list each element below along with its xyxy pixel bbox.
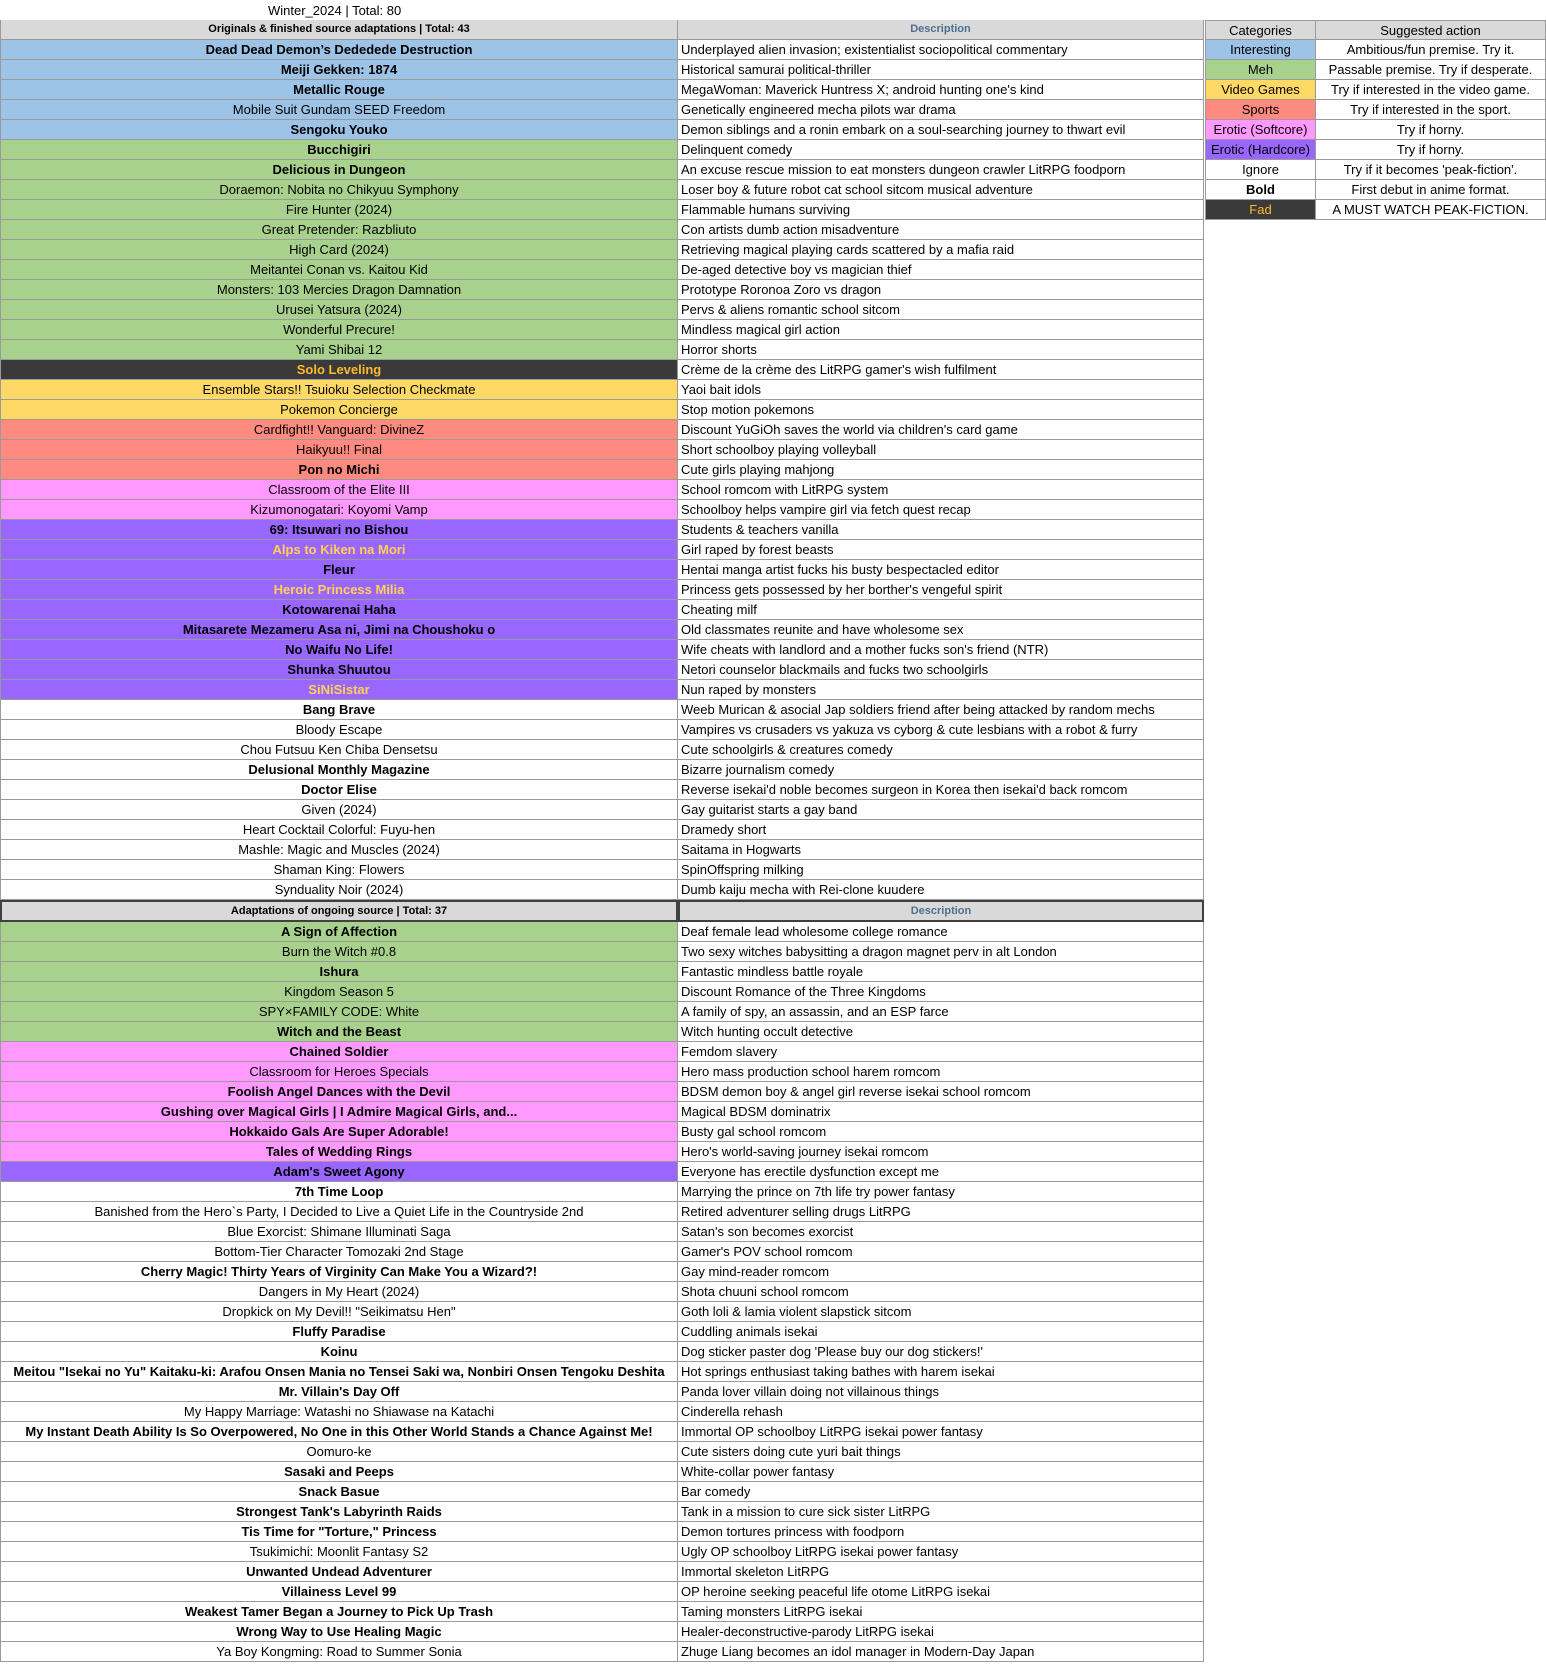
- title-cell[interactable]: Sengoku Youko: [0, 120, 678, 140]
- legend-row: [1205, 120, 1546, 140]
- table-row: [0, 740, 1205, 760]
- title-cell[interactable]: SiNiSistar: [0, 680, 678, 700]
- description-cell[interactable]: Immortal skeleton LitRPG: [678, 1562, 1204, 1582]
- description-cell[interactable]: Panda lover villain doing not villainous things: [678, 1382, 1204, 1402]
- table-row: [0, 660, 1205, 680]
- legend-action-cell[interactable]: Try if interested in the video game.: [1316, 80, 1546, 100]
- legend-header-action[interactable]: Suggested action: [1316, 20, 1546, 40]
- description-cell[interactable]: De-aged detective boy vs magician thief: [678, 260, 1204, 280]
- title-cell[interactable]: No Waifu No Life!: [0, 640, 678, 660]
- table-row: [0, 982, 1205, 1002]
- description-cell[interactable]: Students & teachers vanilla: [678, 520, 1204, 540]
- section1-header: [0, 20, 1205, 40]
- title-cell[interactable]: Wrong Way to Use Healing Magic: [0, 1622, 678, 1642]
- description-cell[interactable]: Demon siblings and a ronin embark on a soul-searching journey to thwart evil: [678, 120, 1204, 140]
- table-row: [0, 880, 1205, 900]
- title-cell[interactable]: Mitasarete Mezameru Asa ni, Jimi na Choushoku o: [0, 620, 678, 640]
- table-row: [0, 600, 1205, 620]
- table-row: [0, 420, 1205, 440]
- description-cell[interactable]: Mindless magical girl action: [678, 320, 1204, 340]
- table-row: [0, 40, 1205, 60]
- table-row: [0, 800, 1205, 820]
- table-row: [0, 700, 1205, 720]
- description-cell[interactable]: Saitama in Hogwarts: [678, 840, 1204, 860]
- title-cell[interactable]: Monsters: 103 Mercies Dragon Damnation: [0, 280, 678, 300]
- legend-category-cell[interactable]: Erotic (Softcore): [1205, 120, 1316, 140]
- description-cell[interactable]: Prototype Roronoa Zoro vs dragon: [678, 280, 1204, 300]
- description-cell[interactable]: Dramedy short: [678, 820, 1204, 840]
- table-row: [0, 1142, 1205, 1162]
- title-cell[interactable]: Villainess Level 99: [0, 1582, 678, 1602]
- title-cell[interactable]: Weakest Tamer Began a Journey to Pick Up Trash: [0, 1602, 678, 1622]
- title-cell[interactable]: Ishura: [0, 962, 678, 982]
- title-cell[interactable]: Bang Brave: [0, 700, 678, 720]
- description-cell[interactable]: Stop motion pokemons: [678, 400, 1204, 420]
- description-cell[interactable]: Horror shorts: [678, 340, 1204, 360]
- description-cell[interactable]: Hero mass production school harem romcom: [678, 1062, 1204, 1082]
- table-row: [0, 1422, 1205, 1442]
- table-row: [0, 120, 1205, 140]
- title-cell[interactable]: Meitou "Isekai no Yu" Kaitaku-ki: Arafou Onsen Mania no Tensei Saki wa, Nonbiri Onsen Tengoku Deshita: [0, 1362, 678, 1382]
- title-cell[interactable]: Classroom of the Elite III: [0, 480, 678, 500]
- description-cell[interactable]: Hot springs enthusiast taking bathes with harem isekai: [678, 1362, 1204, 1382]
- title-cell[interactable]: Banished from the Hero`s Party, I Decided to Live a Quiet Life in the Countryside 2nd: [0, 1202, 678, 1222]
- title-cell[interactable]: A Sign of Affection: [0, 922, 678, 942]
- title-cell[interactable]: Blue Exorcist: Shimane Illuminati Saga: [0, 1222, 678, 1242]
- description-cell[interactable]: Nun raped by monsters: [678, 680, 1204, 700]
- table-row: [0, 1062, 1205, 1082]
- section1-header-title[interactable]: Originals & finished source adaptations | Total: 43: [0, 20, 678, 40]
- description-cell[interactable]: Loser boy & future robot cat school sitcom musical adventure: [678, 180, 1204, 200]
- title-cell[interactable]: Bucchigiri: [0, 140, 678, 160]
- description-cell[interactable]: Schoolboy helps vampire girl via fetch quest recap: [678, 500, 1204, 520]
- description-cell[interactable]: BDSM demon boy & angel girl reverse isekai school romcom: [678, 1082, 1204, 1102]
- title-cell[interactable]: Urusei Yatsura (2024): [0, 300, 678, 320]
- description-cell[interactable]: Flammable humans surviving: [678, 200, 1204, 220]
- table-row: [0, 1542, 1205, 1562]
- table-row: [0, 260, 1205, 280]
- legend-row: [1205, 40, 1546, 60]
- table-row: [0, 760, 1205, 780]
- table-row: [0, 1382, 1205, 1402]
- description-cell[interactable]: Ugly OP schoolboy LitRPG isekai power fantasy: [678, 1542, 1204, 1562]
- title-cell[interactable]: Solo Leveling: [0, 360, 678, 380]
- description-cell[interactable]: Gay mind-reader romcom: [678, 1262, 1204, 1282]
- table-row: [0, 1022, 1205, 1042]
- legend-row: [1205, 100, 1546, 120]
- title-cell[interactable]: Delusional Monthly Magazine: [0, 760, 678, 780]
- legend-category-cell[interactable]: Fad: [1205, 200, 1316, 220]
- description-cell[interactable]: Yaoi bait idols: [678, 380, 1204, 400]
- description-cell[interactable]: Bar comedy: [678, 1482, 1204, 1502]
- table-row: [0, 460, 1205, 480]
- table-row: [0, 780, 1205, 800]
- sheet-title: Winter_2024 | Total: 80: [268, 3, 402, 18]
- table-row: [0, 640, 1205, 660]
- legend-action-cell[interactable]: First debut in anime format.: [1316, 180, 1546, 200]
- table-row: [0, 220, 1205, 240]
- title-cell[interactable]: Foolish Angel Dances with the Devil: [0, 1082, 678, 1102]
- title-cell[interactable]: Metallic Rouge: [0, 80, 678, 100]
- title-cell[interactable]: Wonderful Precure!: [0, 320, 678, 340]
- legend-action-cell[interactable]: Try if horny.: [1316, 140, 1546, 160]
- title-cell[interactable]: Adam's Sweet Agony: [0, 1162, 678, 1182]
- description-cell[interactable]: Retired adventurer selling drugs LitRPG: [678, 1202, 1204, 1222]
- title-cell[interactable]: Dead Dead Demon’s Dededede Destruction: [0, 40, 678, 60]
- legend-category-cell[interactable]: Bold: [1205, 180, 1316, 200]
- table-row: [0, 1402, 1205, 1422]
- table-row: [0, 360, 1205, 380]
- title-cell[interactable]: Pokemon Concierge: [0, 400, 678, 420]
- title-cell[interactable]: Classroom for Heroes Specials: [0, 1062, 678, 1082]
- table-row: [0, 942, 1205, 962]
- title-cell[interactable]: Fleur: [0, 560, 678, 580]
- title-cell[interactable]: Meitantei Conan vs. Kaitou Kid: [0, 260, 678, 280]
- table-row: [0, 1102, 1205, 1122]
- title-cell[interactable]: Pon no Michi: [0, 460, 678, 480]
- description-cell[interactable]: Femdom slavery: [678, 1042, 1204, 1062]
- table-row: [0, 100, 1205, 120]
- description-cell[interactable]: Demon tortures princess with foodporn: [678, 1522, 1204, 1542]
- description-cell[interactable]: Cheating milf: [678, 600, 1204, 620]
- table-row: [0, 80, 1205, 100]
- description-cell[interactable]: Gamer's POV school romcom: [678, 1242, 1204, 1262]
- title-cell[interactable]: Shunka Shuutou: [0, 660, 678, 680]
- title-cell[interactable]: Meiji Gekken: 1874: [0, 60, 678, 80]
- section2-header-desc[interactable]: Description: [678, 900, 1204, 922]
- table-row: [0, 1502, 1205, 1522]
- title-cell[interactable]: Kotowarenai Haha: [0, 600, 678, 620]
- title-cell[interactable]: Bottom-Tier Character Tomozaki 2nd Stage: [0, 1242, 678, 1262]
- table-row: [0, 160, 1205, 180]
- description-cell[interactable]: School romcom with LitRPG system: [678, 480, 1204, 500]
- title-cell[interactable]: Strongest Tank's Labyrinth Raids: [0, 1502, 678, 1522]
- table-row: [0, 922, 1205, 942]
- table-row: [0, 1302, 1205, 1322]
- title-cell[interactable]: Chained Soldier: [0, 1042, 678, 1062]
- section2-header: [0, 900, 1205, 922]
- description-cell[interactable]: Short schoolboy playing volleyball: [678, 440, 1204, 460]
- legend-action-cell[interactable]: Ambitious/fun premise. Try it.: [1316, 40, 1546, 60]
- description-cell[interactable]: Taming monsters LitRPG isekai: [678, 1602, 1204, 1622]
- table-row: [0, 1122, 1205, 1142]
- table-row: [0, 1362, 1205, 1382]
- description-cell[interactable]: Old classmates reunite and have wholesome sex: [678, 620, 1204, 640]
- description-cell[interactable]: Vampires vs crusaders vs yakuza vs cyborg & cute lesbians with a robot & furry: [678, 720, 1204, 740]
- legend-category-cell[interactable]: Sports: [1205, 100, 1316, 120]
- description-cell[interactable]: Reverse isekai'd noble becomes surgeon in Korea then isekai'd back romcom: [678, 780, 1204, 800]
- title-cell[interactable]: Yami Shibai 12: [0, 340, 678, 360]
- legend-category-cell[interactable]: Ignore: [1205, 160, 1316, 180]
- description-cell[interactable]: Historical samurai political-thriller: [678, 60, 1204, 80]
- description-cell[interactable]: Wife cheats with landlord and a mother fucks son's friend (NTR): [678, 640, 1204, 660]
- description-cell[interactable]: A family of spy, an assassin, and an ESP farce: [678, 1002, 1204, 1022]
- table-row: [0, 680, 1205, 700]
- table-row: [0, 400, 1205, 420]
- description-cell[interactable]: OP heroine seeking peaceful life otome LitRPG isekai: [678, 1582, 1204, 1602]
- description-cell[interactable]: White-collar power fantasy: [678, 1462, 1204, 1482]
- title-cell[interactable]: High Card (2024): [0, 240, 678, 260]
- title-cell[interactable]: Mr. Villain's Day Off: [0, 1382, 678, 1402]
- description-cell[interactable]: Cinderella rehash: [678, 1402, 1204, 1422]
- description-cell[interactable]: SpinOffspring milking: [678, 860, 1204, 880]
- section2-rows: [0, 922, 1205, 1662]
- description-cell[interactable]: Fantastic mindless battle royale: [678, 962, 1204, 982]
- table-row: [0, 140, 1205, 160]
- table-row: [0, 1582, 1205, 1602]
- legend-row: [1205, 60, 1546, 80]
- description-cell[interactable]: Zhuge Liang becomes an idol manager in Modern-Day Japan: [678, 1642, 1204, 1662]
- description-cell[interactable]: Retrieving magical playing cards scattered by a mafia raid: [678, 240, 1204, 260]
- legend-header: [1205, 20, 1546, 40]
- table-row: [0, 1462, 1205, 1482]
- description-cell[interactable]: Crème de la crème des LitRPG gamer's wish fulfilment: [678, 360, 1204, 380]
- table-row: [0, 1282, 1205, 1302]
- description-cell[interactable]: Deaf female lead wholesome college romance: [678, 922, 1204, 942]
- title-cell[interactable]: Dropkick on My Devil!! "Seikimatsu Hen": [0, 1302, 678, 1322]
- legend-category-cell[interactable]: Video Games: [1205, 80, 1316, 100]
- description-cell[interactable]: Dumb kaiju mecha with Rei-clone kuudere: [678, 880, 1204, 900]
- title-cell[interactable]: Fluffy Paradise: [0, 1322, 678, 1342]
- description-cell[interactable]: Immortal OP schoolboy LitRPG isekai power fantasy: [678, 1422, 1204, 1442]
- description-cell[interactable]: Pervs & aliens romantic school sitcom: [678, 300, 1204, 320]
- description-cell[interactable]: Cute girls playing mahjong: [678, 460, 1204, 480]
- description-cell[interactable]: Healer-deconstructive-parody LitRPG isekai: [678, 1622, 1204, 1642]
- legend-category-cell[interactable]: Erotic (Hardcore): [1205, 140, 1316, 160]
- legend-category-cell[interactable]: Meh: [1205, 60, 1316, 80]
- table-row: [0, 1082, 1205, 1102]
- description-cell[interactable]: Hero's world-saving journey isekai romcom: [678, 1142, 1204, 1162]
- title-cell[interactable]: Tales of Wedding Rings: [0, 1142, 678, 1162]
- table-row: [0, 860, 1205, 880]
- description-cell[interactable]: Cute sisters doing cute yuri bait things: [678, 1442, 1204, 1462]
- description-cell[interactable]: Princess gets possessed by her borther's vengeful spirit: [678, 580, 1204, 600]
- table-row: [0, 1522, 1205, 1542]
- title-cell[interactable]: Witch and the Beast: [0, 1022, 678, 1042]
- title-cell[interactable]: Great Pretender: Razbliuto: [0, 220, 678, 240]
- description-cell[interactable]: Cuddling animals isekai: [678, 1322, 1204, 1342]
- title-cell[interactable]: Bloody Escape: [0, 720, 678, 740]
- description-cell[interactable]: Hentai manga artist fucks his busty bespectacled editor: [678, 560, 1204, 580]
- description-cell[interactable]: Busty gal school romcom: [678, 1122, 1204, 1142]
- title-cell[interactable]: Tsukimichi: Moonlit Fantasy S2: [0, 1542, 678, 1562]
- description-cell[interactable]: Con artists dumb action misadventure: [678, 220, 1204, 240]
- title-cell[interactable]: My Happy Marriage: Watashi no Shiawase na Katachi: [0, 1402, 678, 1422]
- table-row: [0, 1002, 1205, 1022]
- legend-rows: [1205, 40, 1546, 220]
- title-cell[interactable]: Heart Cocktail Colorful: Fuyu-hen: [0, 820, 678, 840]
- title-cell[interactable]: Shaman King: Flowers: [0, 860, 678, 880]
- table-row: [0, 60, 1205, 80]
- table-row: [0, 480, 1205, 500]
- description-cell[interactable]: Girl raped by forest beasts: [678, 540, 1204, 560]
- table-row: [0, 500, 1205, 520]
- table-row: [0, 1202, 1205, 1222]
- title-cell[interactable]: Cherry Magic! Thirty Years of Virginity Can Make You a Wizard?!: [0, 1262, 678, 1282]
- legend-action-cell[interactable]: Try if horny.: [1316, 120, 1546, 140]
- table-row: [0, 440, 1205, 460]
- table-row: [0, 1642, 1205, 1662]
- table-row: [0, 1262, 1205, 1282]
- table-row: [0, 320, 1205, 340]
- legend-action-cell[interactable]: A MUST WATCH PEAK-FICTION.: [1316, 200, 1546, 220]
- title-cell[interactable]: Alps to Kiken na Mori: [0, 540, 678, 560]
- description-cell[interactable]: Weeb Murican & asocial Jap soldiers friend after being attacked by random mechs: [678, 700, 1204, 720]
- legend-header-categories[interactable]: Categories: [1205, 20, 1316, 40]
- description-cell[interactable]: Dog sticker paster dog 'Please buy our dog stickers!': [678, 1342, 1204, 1362]
- title-cell[interactable]: Doraemon: Nobita no Chikyuu Symphony: [0, 180, 678, 200]
- title-cell[interactable]: My Instant Death Ability Is So Overpowered, No One in this Other World Stands a Chance Against Me!: [0, 1422, 678, 1442]
- description-cell[interactable]: MegaWoman: Maverick Huntress X; android hunting one's kind: [678, 80, 1204, 100]
- legend-category-cell[interactable]: Interesting: [1205, 40, 1316, 60]
- title-cell[interactable]: Given (2024): [0, 800, 678, 820]
- table-row: [0, 1322, 1205, 1342]
- title-cell[interactable]: Gushing over Magical Girls | I Admire Magical Girls, and...: [0, 1102, 678, 1122]
- table-row: [0, 1562, 1205, 1582]
- legend-row: [1205, 160, 1546, 180]
- legend-action-cell[interactable]: Try if it becomes 'peak-fiction'.: [1316, 160, 1546, 180]
- table-row: [0, 540, 1205, 560]
- table-row: [0, 1042, 1205, 1062]
- description-cell[interactable]: Bizarre journalism comedy: [678, 760, 1204, 780]
- table-row: [0, 340, 1205, 360]
- table-row: [0, 820, 1205, 840]
- title-cell[interactable]: Koinu: [0, 1342, 678, 1362]
- description-cell[interactable]: Magical BDSM dominatrix: [678, 1102, 1204, 1122]
- title-cell[interactable]: Hokkaido Gals Are Super Adorable!: [0, 1122, 678, 1142]
- table-row: [0, 1442, 1205, 1462]
- title-cell[interactable]: Ensemble Stars!! Tsuioku Selection Checkmate: [0, 380, 678, 400]
- description-cell[interactable]: Marrying the prince on 7th life try power fantasy: [678, 1182, 1204, 1202]
- title-cell[interactable]: Burn the Witch #0.8: [0, 942, 678, 962]
- section2-header-title[interactable]: Adaptations of ongoing source | Total: 37: [0, 900, 678, 922]
- description-cell[interactable]: Cute schoolgirls & creatures comedy: [678, 740, 1204, 760]
- legend-row: [1205, 140, 1546, 160]
- title-cell[interactable]: Fire Hunter (2024): [0, 200, 678, 220]
- description-cell[interactable]: Satan's son becomes exorcist: [678, 1222, 1204, 1242]
- title-cell[interactable]: Synduality Noir (2024): [0, 880, 678, 900]
- title-cell[interactable]: 69: Itsuwari no Bishou: [0, 520, 678, 540]
- description-cell[interactable]: Goth loli & lamia violent slapstick sitcom: [678, 1302, 1204, 1322]
- title-cell[interactable]: Ya Boy Kongming: Road to Summer Sonia: [0, 1642, 678, 1662]
- title-cell[interactable]: Delicious in Dungeon: [0, 160, 678, 180]
- table-row: [0, 1222, 1205, 1242]
- table-row: [0, 1602, 1205, 1622]
- legend-row: [1205, 80, 1546, 100]
- title-cell[interactable]: Cardfight!! Vanguard: DivineZ: [0, 420, 678, 440]
- table-row: [0, 280, 1205, 300]
- title-cell[interactable]: Haikyuu!! Final: [0, 440, 678, 460]
- legend-action-cell[interactable]: Passable premise. Try if desperate.: [1316, 60, 1546, 80]
- title-cell[interactable]: SPY×FAMILY CODE: White: [0, 1002, 678, 1022]
- table-row: [0, 840, 1205, 860]
- title-cell[interactable]: Tis Time for "Torture," Princess: [0, 1522, 678, 1542]
- description-cell[interactable]: Gay guitarist starts a gay band: [678, 800, 1204, 820]
- table-row: [0, 1242, 1205, 1262]
- title-cell[interactable]: Kingdom Season 5: [0, 982, 678, 1002]
- table-row: [0, 240, 1205, 260]
- table-row: [0, 1482, 1205, 1502]
- table-row: [0, 1342, 1205, 1362]
- legend-action-cell[interactable]: Try if interested in the sport.: [1316, 100, 1546, 120]
- title-cell[interactable]: Heroic Princess Milia: [0, 580, 678, 600]
- table-row: [0, 580, 1205, 600]
- title-cell[interactable]: Snack Basue: [0, 1482, 678, 1502]
- table-row: [0, 560, 1205, 580]
- table-row: [0, 180, 1205, 200]
- description-cell[interactable]: Tank in a mission to cure sick sister LitRPG: [678, 1502, 1204, 1522]
- title-cell[interactable]: Kizumonogatari: Koyomi Vamp: [0, 500, 678, 520]
- main-table: [0, 20, 1205, 1662]
- description-cell[interactable]: Everyone has erectile dysfunction except me: [678, 1162, 1204, 1182]
- table-row: [0, 962, 1205, 982]
- description-cell[interactable]: An excuse rescue mission to eat monsters dungeon crawler LitRPG foodporn: [678, 160, 1204, 180]
- title-cell[interactable]: Mashle: Magic and Muscles (2024): [0, 840, 678, 860]
- legend-row: [1205, 180, 1546, 200]
- table-row: [0, 1182, 1205, 1202]
- table-row: [0, 1622, 1205, 1642]
- title-cell[interactable]: 7th Time Loop: [0, 1182, 678, 1202]
- legend-row: [1205, 200, 1546, 220]
- description-cell[interactable]: Shota chuuni school romcom: [678, 1282, 1204, 1302]
- title-cell[interactable]: Dangers in My Heart (2024): [0, 1282, 678, 1302]
- table-row: [0, 200, 1205, 220]
- description-cell[interactable]: Discount YuGiOh saves the world via children's card game: [678, 420, 1204, 440]
- title-cell[interactable]: Sasaki and Peeps: [0, 1462, 678, 1482]
- table-row: [0, 720, 1205, 740]
- section1-rows: [0, 40, 1205, 900]
- title-cell[interactable]: Chou Futsuu Ken Chiba Densetsu: [0, 740, 678, 760]
- table-row: [0, 620, 1205, 640]
- description-cell[interactable]: Discount Romance of the Three Kingdoms: [678, 982, 1204, 1002]
- description-cell[interactable]: Genetically engineered mecha pilots war drama: [678, 100, 1204, 120]
- description-cell[interactable]: Underplayed alien invasion; existentialist sociopolitical commentary: [678, 40, 1204, 60]
- table-row: [0, 1162, 1205, 1182]
- title-cell[interactable]: Oomuro-ke: [0, 1442, 678, 1462]
- description-cell[interactable]: Witch hunting occult detective: [678, 1022, 1204, 1042]
- title-cell[interactable]: Mobile Suit Gundam SEED Freedom: [0, 100, 678, 120]
- table-row: [0, 300, 1205, 320]
- table-row: [0, 380, 1205, 400]
- section1-header-desc[interactable]: Description: [678, 20, 1204, 40]
- description-cell[interactable]: Netori counselor blackmails and fucks two schoolgirls: [678, 660, 1204, 680]
- title-cell[interactable]: Doctor Elise: [0, 780, 678, 800]
- description-cell[interactable]: Two sexy witches babysitting a dragon magnet perv in alt London: [678, 942, 1204, 962]
- table-row: [0, 520, 1205, 540]
- legend-table: [1205, 20, 1546, 220]
- description-cell[interactable]: Delinquent comedy: [678, 140, 1204, 160]
- title-cell[interactable]: Unwanted Undead Adventurer: [0, 1562, 678, 1582]
